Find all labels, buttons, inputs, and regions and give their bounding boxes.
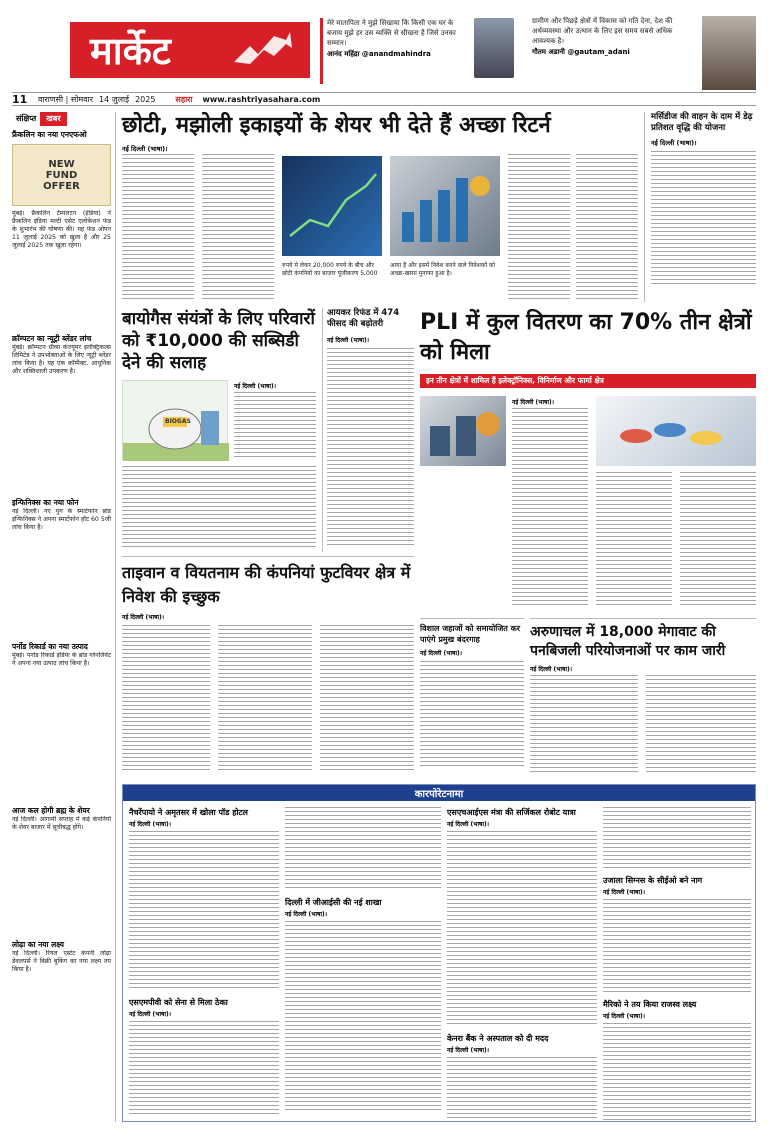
corp-story-dateline: नई दिल्ली (भाषा)। [129, 1011, 172, 1018]
pli-story [420, 308, 756, 614]
sidebar-item-title: फ्रैंकलिन का नया एनएफओ [12, 130, 87, 139]
footwear-story [122, 556, 414, 776]
corp-story-title: उजाला सिग्नस के सीईओ बने नाग [603, 876, 703, 885]
sidebar-item-body: मुंबई। क्रॉम्पटन ग्रीव्स कंज्यूमर इलेक्ट्रिकल्स लिमिटेड ने उपभोक्ताओं के लिए न्यूट्री ब्लेंडर लांच किया है। यह एक कॉम्पैक्ट, आधुनिक और शक्तिशाली उपकरण है। [12, 344, 111, 376]
quote1-box [320, 18, 470, 84]
date: 14 जुलाई [98, 94, 130, 104]
year: 2025 [135, 94, 156, 104]
pli-text-2 [596, 472, 672, 608]
corp-story-dateline: नई दिल्ली (भाषा)। [285, 911, 328, 918]
pli-text-1 [512, 408, 588, 608]
corp-story-title: नैचरेंपायो ने अमृतसर में खोला पॉड होटल [129, 808, 248, 817]
sidebar-item-title: इन्फिनिक्स का नया फोन [12, 498, 79, 507]
lead-chart-image-2 [390, 156, 500, 256]
quote1-author: आनंद महिंद्रा @anandmahindra [327, 50, 431, 58]
lead-img2-caption: आया है और इसमें निवेश करने वाले निवेशकों को अच्छा-खासा मुनाफा हुआ है। [390, 262, 496, 277]
adani-photo [702, 16, 756, 90]
website-link[interactable]: www.rashtriyasahara.com [202, 94, 321, 104]
corp-story-dateline: नई दिल्ली (भाषा)। [129, 821, 172, 828]
lead-text-col3 [508, 154, 570, 302]
corp-story-text [285, 921, 441, 1111]
lead-img1-caption: रुपये मे लेकर 20,000 रुपये के बीच और छोटी कंपनियों का बाजार पूंजीकरण 5,000 [282, 262, 378, 277]
corp-col-1 [129, 807, 279, 1119]
footwear-text-2 [218, 625, 312, 773]
ships-text [420, 661, 524, 767]
corp-story-dateline: नई दिल्ली (भाषा)। [603, 889, 646, 896]
arunachal-text-2 [646, 675, 756, 773]
footwear-headline: ताइवान व वियतनाम की कंपनियां फुटवियर क्षेत्र में निवेश की इच्छुक [122, 563, 411, 606]
paper-name: सहारा [175, 94, 193, 104]
corp-col-3 [447, 807, 597, 1119]
corp-story-title: मैरिको ने तय किया राजस्व लक्ष्य [603, 1000, 697, 1009]
corp-story-title: केनरा बैंक ने अस्पताल को दी मदद [447, 1034, 549, 1043]
footwear-text-3 [320, 625, 414, 773]
ships-story [420, 618, 524, 776]
mercedes-text [651, 151, 756, 287]
page-number: 11 [12, 92, 28, 106]
sidebar-item-body: नई दिल्ली। आगामी सप्ताह में कई कंपनियों के शेयर बाजार में सूचीबद्ध होंगे। [12, 816, 111, 832]
pli-pharma-image [596, 396, 756, 466]
nfo-image [12, 144, 111, 206]
sidebar-header [12, 112, 115, 126]
sidebar-item-body: मुंबई। पर्नोड रिकार्ड इंडिया के ब्रांड ग्लेनलिवेट ने अपना नया उत्पाद लांच किया है। [12, 652, 111, 668]
corp-story-text [603, 1023, 751, 1123]
corp-col-4 [603, 807, 751, 1119]
quote2-author: गौतम अडानी @gautam_adani [532, 48, 630, 56]
arunachal-headline: अरुणाचल में 18,000 मेगावाट की पनबिजली परियोजनाओं पर काम जारी [530, 624, 726, 659]
lead-chart-image-1 [282, 156, 382, 256]
corporate-banner-label: कारपोरेटनामा [414, 789, 464, 800]
ships-dateline: नई दिल्ली (भाषा)। [420, 650, 463, 657]
corp-story-dateline: नई दिल्ली (भाषा)। [447, 1047, 490, 1054]
pli-subhead-text: इन तीन क्षेत्रों में शामिल हैं इलेक्ट्रॉनिक्स, विनिर्माण और फार्मा क्षेत्र [426, 376, 604, 385]
sidebar-item-body: नई दिल्ली। रियल एस्टेट कंपनी लोढ़ा डेवलपर्स ने बिक्री बुकिंग का नया लक्ष्य तय किया है। [12, 950, 111, 974]
corporate-section [122, 784, 756, 1122]
corp-story-text [129, 1021, 279, 1117]
corp-story-title: एसएचआईएस मंत्रा की सर्जिकल रोबोट यात्रा [447, 808, 576, 817]
sidebar-header-tag: खबर [40, 112, 66, 126]
corp-story-text [447, 1057, 597, 1121]
corp-story-text [603, 899, 751, 993]
corp-story-text [447, 831, 597, 1027]
sidebar-item-title: पर्नोड रिकार्ड का नया उत्पाद [12, 642, 88, 651]
lead-headline: छोटी, मझोली इकाइयों के शेयर भी देते हैं अच्छा रिटर्न [122, 113, 551, 138]
biogas-image [122, 380, 228, 460]
pli-headline: PLI में कुल वितरण का 70% तीन क्षेत्रों को मिला [420, 310, 752, 365]
lead-text-col2 [202, 154, 274, 302]
biogas-image-label: BIOGAS [165, 418, 191, 425]
biogas-text-1 [234, 392, 316, 460]
lead-text-col4 [576, 154, 638, 302]
sidebar-header-label: संक्षिप्त [16, 114, 37, 123]
arunachal-dateline: नई दिल्ली (भाषा)। [530, 666, 573, 673]
pli-text-3 [680, 472, 756, 608]
tax-text [327, 348, 414, 546]
sidebar-item-title: क्रॉम्पटन का न्यूट्री ब्लेंडर लांच [12, 334, 92, 343]
biogas-text-2 [122, 466, 316, 550]
pli-subhead [420, 374, 756, 388]
quote1-text: मेरे मातापिता ने मुझे सिखाया कि किसी एक घर के बजाय मुझे हर उस व्यक्ति से सीखना है जिसे उनका सम्मान। [327, 19, 456, 47]
footwear-text-1 [122, 625, 210, 773]
sidebar [12, 112, 116, 1122]
sidebar-item-body: नई दिल्ली। नए युग के स्मार्टफोन ब्रांड इन्फिनिक्स ने अपना स्मार्टफोन हॉट 60 5जी लांच किया है। [12, 508, 111, 532]
corp-story-text [285, 807, 441, 891]
lead-dateline: नई दिल्ली (भाषा)। [122, 145, 168, 153]
city-date: वाराणसी | सोमवार [38, 94, 93, 104]
sidebar-item-title: लोढ़ा का नया लक्ष्य [12, 940, 64, 949]
biogas-story [122, 308, 316, 552]
nfo-image-label: NEW FUND OFFER [43, 158, 80, 192]
quote2-box [532, 16, 692, 86]
footwear-dateline: नई दिल्ली (भाषा)। [122, 614, 165, 621]
biogas-headline: बायोगैस संयंत्रों के लिए परिवारों को ₹10,000 की सब्सिडी देने की सलाह [122, 309, 315, 373]
tax-story [322, 308, 414, 552]
corp-story-title: दिल्ली में जीआईसी की नई शाखा [285, 898, 382, 907]
arunachal-story [530, 618, 756, 776]
bull-logo [230, 26, 294, 74]
mercedes-story [644, 112, 756, 302]
lead-text-col1 [122, 154, 194, 302]
date-bar [12, 92, 756, 106]
tax-headline: आयकर रिफंड में 474 फीसद की बढ़ोतरी [327, 308, 400, 329]
arunachal-text-1 [530, 675, 638, 773]
corp-story-dateline: नई दिल्ली (भाषा)। [447, 821, 490, 828]
corporate-banner [123, 785, 755, 801]
sidebar-item-title: आज कल होगी ब्रह्म के शेयर [12, 806, 90, 815]
corp-story-title: एसएमपीवी को सेना से मिला ठेका [129, 998, 228, 1007]
mercedes-headline: मर्सिडीज की वाहन के दाम में डेढ़ प्रतिशत वृद्धि की योजना [651, 112, 753, 133]
mercedes-dateline: नई दिल्ली (भाषा)। [651, 139, 697, 147]
lead-story [122, 112, 638, 304]
biogas-dateline: नई दिल्ली (भाषा)। [234, 383, 277, 390]
corp-story-dateline: नई दिल्ली (भाषा)। [603, 1013, 646, 1020]
masthead [12, 14, 756, 90]
corp-col-2 [285, 807, 441, 1119]
ships-headline: विशाल जहाजों को समायोजित कर पाएंगे प्रमुख बंदरगाह [420, 624, 521, 644]
corp-story-text [129, 831, 279, 991]
masthead-title: मार्केट [90, 29, 171, 73]
corp-story-text [603, 807, 751, 869]
tax-dateline: नई दिल्ली (भाषा)। [327, 337, 370, 344]
quote2-text: ग्रामीण और पिछड़े क्षेत्रों में विकास को गति देना, देश की अर्थव्यवस्था और उत्थान के लिए इस समय सबसे अधिक आवश्यक है। [532, 17, 673, 45]
sidebar-item-body: मुंबई। फ्रैंकलिन टेम्पलटन (इंडिया) ने फ्रैंकलिन इंडिया मल्टी एसेट एलोकेशन फंड के शुभारंभ की घोषणा की। यह फंड ओपन 11 जुलाई 2025 को खुला है और 25 जुलाई 2025 तक खुला रहेगा। [12, 210, 111, 250]
pli-dateline: नई दिल्ली (भाषा)। [512, 399, 555, 406]
mahindra-photo [474, 18, 514, 78]
pli-image [420, 396, 506, 466]
